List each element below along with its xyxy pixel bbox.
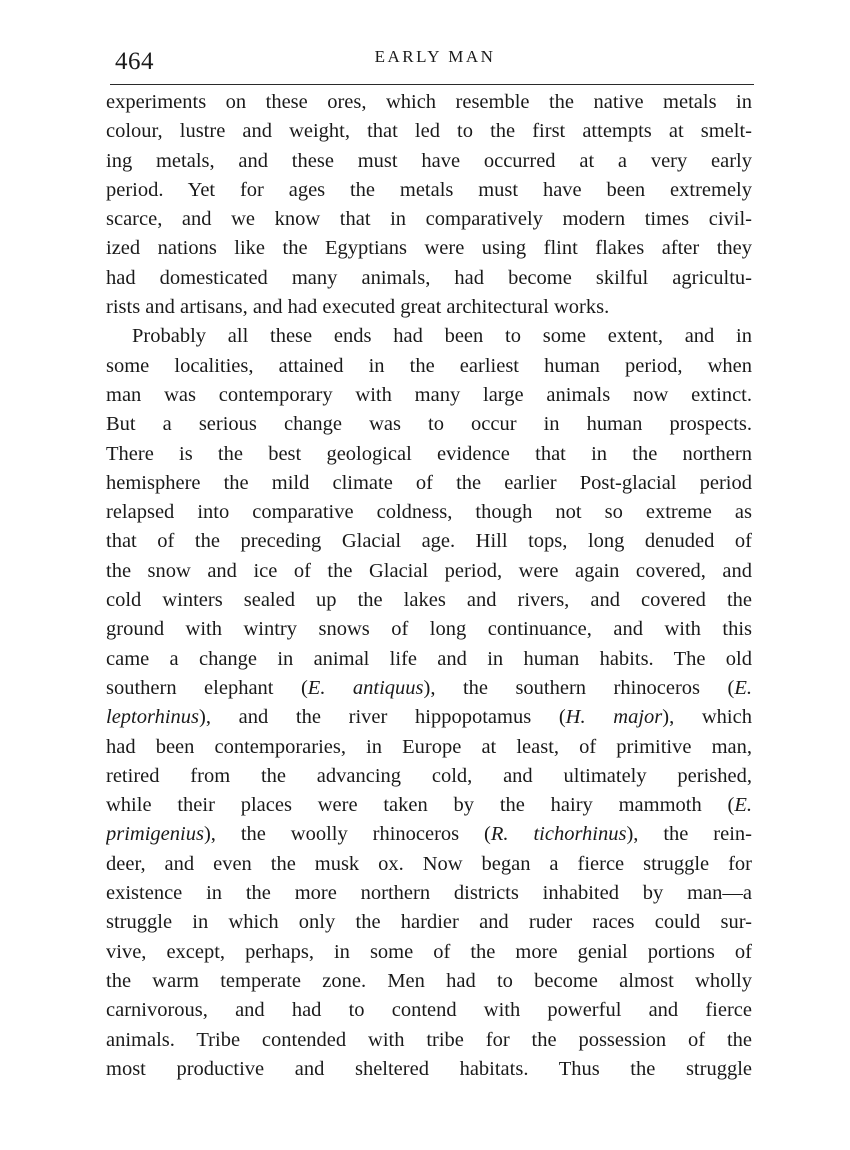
text-run: ), and the river hippopotamus ( — [199, 706, 566, 729]
text-line: ized nations like the Egyptians were using flint flakes after they — [106, 237, 752, 260]
italic-species-name: H. major — [565, 706, 663, 729]
page-header — [110, 40, 750, 84]
text-run: ), which — [662, 706, 752, 729]
text-run: ), the woolly rhinoceros ( — [203, 823, 491, 846]
header-rule — [110, 84, 754, 85]
text-line: deer, and even the musk ox. Now began a fierce struggle for — [106, 852, 752, 875]
text-line: came a change in animal life and in human habits. The old — [106, 647, 752, 670]
text-line: experiments on these ores, which resemble the native metals in — [106, 91, 752, 113]
italic-species-name: E. — [734, 794, 752, 817]
italic-species-name: E. antiquus — [307, 676, 424, 699]
text-line: had been contemporaries, in Europe at least, of primitive man, — [106, 735, 752, 758]
body-text — [106, 88, 752, 1084]
text-line: But a serious change was to occur in human prospects. — [106, 413, 752, 436]
text-line: man was contemporary with many large animals now extinct. — [106, 383, 752, 406]
italic-species-name: E. — [734, 676, 752, 699]
text-line: animals. Tribe contended with tribe for the possession of the — [106, 1028, 752, 1051]
running-title: EARLY MAN — [374, 47, 496, 66]
text-line: Probably all these ends had been to some extent, and in — [132, 325, 752, 348]
text-line: carnivorous, and had to contend with powerful and fierce — [106, 999, 752, 1022]
text-line: existence in the more northern districts inhabited by man—a — [106, 882, 752, 905]
text-line: hemisphere the mild climate of the earlier Post-glacial period — [106, 471, 752, 494]
text-line: rists and artisans, and had executed great architectural works. — [106, 296, 610, 319]
italic-species-name: R. tichorhinus — [490, 823, 627, 846]
text-line: vive, except, perhaps, in some of the more genial portions of — [106, 940, 752, 963]
text-line: scarce, and we know that in comparatively modern times civil- — [106, 208, 752, 231]
text-line: the warm temperate zone. Men had to become almost wholly — [106, 969, 752, 992]
text-line — [106, 791, 752, 820]
text-line: ing metals, and these must have occurred at a very early — [106, 149, 752, 172]
text-line — [106, 703, 752, 732]
text-line: that of the preceding Glacial age. Hill tops, long denuded of — [106, 530, 752, 553]
page-number: 464 — [115, 48, 154, 75]
text-line — [106, 820, 752, 849]
text-run: ), the southern rhinoceros ( — [423, 676, 735, 699]
text-line — [106, 674, 752, 703]
text-line: relapsed into comparative coldness, though not so extreme as — [106, 501, 752, 524]
text-line: cold winters sealed up the lakes and rivers, and covered the — [106, 589, 752, 612]
paragraph — [106, 322, 752, 1084]
italic-species-name: primigenius — [106, 823, 204, 846]
text-line: the snow and ice of the Glacial period, were again covered, and — [106, 559, 752, 582]
text-run: ), the rein- — [626, 823, 752, 846]
text-line: colour, lustre and weight, that led to the first attempts at smelt- — [106, 120, 752, 143]
text-run: while their places were taken by the hairy mammoth ( — [106, 794, 735, 817]
paragraph — [106, 88, 752, 322]
italic-species-name: leptorhinus — [106, 706, 200, 729]
text-line: most productive and sheltered habitats. Thus the struggle — [106, 1057, 752, 1080]
text-line: had domesticated many animals, had become skilful agricultu- — [106, 266, 752, 289]
text-line: some localities, attained in the earliest human period, when — [106, 354, 752, 377]
text-line: struggle in which only the hardier and ruder races could sur- — [106, 911, 752, 934]
text-line: There is the best geological evidence that in the northern — [106, 442, 752, 465]
text-line: ground with wintry snows of long continuance, and with this — [106, 618, 752, 641]
text-line: retired from the advancing cold, and ultimately perished, — [106, 764, 752, 787]
text-run: southern elephant ( — [106, 676, 308, 699]
text-line: period. Yet for ages the metals must have been extremely — [106, 178, 752, 201]
